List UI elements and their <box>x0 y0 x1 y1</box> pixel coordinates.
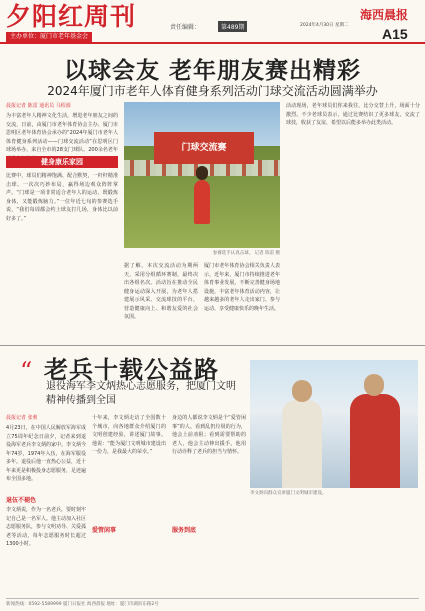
story2-subhead-2: 精神传播到全国 <box>46 395 116 406</box>
column-banner: 健身康乐家园 <box>6 156 118 168</box>
story2-headline: 老兵十载公益路 <box>44 355 219 384</box>
story1-col4-text: 活动现场，老年球员们你来我往，比分交替上升，场面十分激烈。不少老球员表示，通过比赛结识了更多球友，交流了球技，收获了友谊，希望以后能多举办此类活动。 <box>286 103 420 126</box>
veteran-photo <box>250 360 418 488</box>
story1-col2-text: 据了解，本次交流活动为期两天，采用分组循环赛制，最终决出各组名次。活动旨在推动全民健身运动深入开展，为老年人搭建展示风采、交流球技的平台，营造健康向上、和谐友爱的社会氛围。 <box>124 263 198 320</box>
quote-mark: “ <box>20 357 33 385</box>
issue-number: 第489期 <box>218 21 247 32</box>
player-head <box>196 166 208 180</box>
story2-col1-text: 4月23日，在中国人民解放军海军成立75周年纪念日前夕，记者来到退役海军老兵李文炳的家中。李文炳今年74岁，1974年入伍，在海军服役多年。退役后他一直热心公益，近十年来更是积极投身志愿服务，足迹遍布全国多地。 <box>6 425 87 482</box>
story1-byline: 晨报记者 陈雷 通讯员 马程源 <box>6 103 71 109</box>
photo1-caption: 参赛选手认真击球。 记者 陈雷 摄 <box>212 251 280 256</box>
story1-col3-text: 厦门市老年体育协会相关负责人表示，近年来，厦门市持续推进老年体育事业发展，不断完善健身场地设施，丰富老年体育活动内容，让越来越多的老年人走出家门、参与运动、享受健康快乐的晚年生活。 <box>204 263 280 312</box>
story2-col1-text2: 李文炳说，作为一名老兵，要时刻牢记自己是一名军人。他主动加入社区志愿服务队，参与文明劝导、关爱孤老等活动，每年志愿服务时长超过1300小时。 <box>6 507 87 547</box>
issue-date: 2024年4月30日 星期二 <box>300 23 349 28</box>
photo-banner: 门球交流赛 <box>154 132 254 164</box>
story2-byline: 晨报记者 张莉 <box>6 415 38 421</box>
person-left <box>282 400 322 488</box>
section-divider <box>0 345 425 346</box>
masthead-subtitle: 主办单位：厦门市老年基金会 <box>6 32 92 42</box>
page-code: A15 <box>382 26 408 42</box>
story1-subhead: 2024年厦门市老年人体育健身系列活动门球交流活动圆满举办 <box>47 84 378 98</box>
masthead-rule <box>0 42 425 44</box>
story2-col2-text: 十年来，李文炳走访了全国数十个城市，向各地群众介绍厦门的文明创建经验，讲述厦门故事。他说：“能为厦门文明城市建设出一份力，是我最大的荣幸。” <box>92 415 166 455</box>
person-left-head <box>292 380 312 402</box>
story2-subhead-1: 退役海军李文炳热心志愿服务，把厦门文明 <box>46 381 236 392</box>
player-figure <box>194 180 210 224</box>
story2-col3-text: 身边的人都说李文炳是个“爱管闲事”的人。看到乱扔垃圾的行为，他会上前劝阻；看到需要帮助的老人，他会主动伸出援手。他用行动诠释了老兵的担当与情怀。 <box>172 415 246 455</box>
story2-col3-head: 服务到底 <box>172 527 197 534</box>
masthead-title: 夕阳红周刊 <box>6 2 137 31</box>
story2-col2-head: 爱管闲事 <box>92 527 117 534</box>
masthead-editor: 责任编辑： <box>170 24 201 31</box>
veteran-figure <box>350 394 400 488</box>
photo2-caption: 李文炳向群众宣讲厦门文明城市建设。 <box>250 491 327 496</box>
page-footer: 新闻热线：0592-5589999 厦门日报社 海西晨报 地址：厦门市湖滨东路2号 <box>6 598 419 607</box>
veteran-head <box>364 374 384 396</box>
gateball-photo <box>124 102 280 248</box>
story2-col1-head: 退伍不褪色 <box>6 497 37 504</box>
story1-col1-text2: 比赛中，球员们精神饱满、配合默契，一杆杆精准击球、一次次巧妙布局，赢得场边观众阵阵掌声。“门球是一项非常适合老年人的运动，既锻炼身体，又能锻炼脑力。”一位年近七旬的参赛选手说，“我们每周都会约上球友打几场，身体比以前好多了。” <box>6 173 118 222</box>
story1-headline: 以球会友 老年朋友赛出精彩 <box>63 57 361 84</box>
newspaper-logo: 海西晨报 <box>360 8 409 22</box>
story1-col1-text: 为丰富老年人精神文化生活，增进老年朋友之间的交流，日前，由厦门市老年体育协会主办、厦门市思明区老年体育协会承办的“2024年厦门市老年人体育健身系列活动——门球交流活动”在思明区门球场举办，来自全市的28支门球队、200余名老年 <box>6 113 118 153</box>
